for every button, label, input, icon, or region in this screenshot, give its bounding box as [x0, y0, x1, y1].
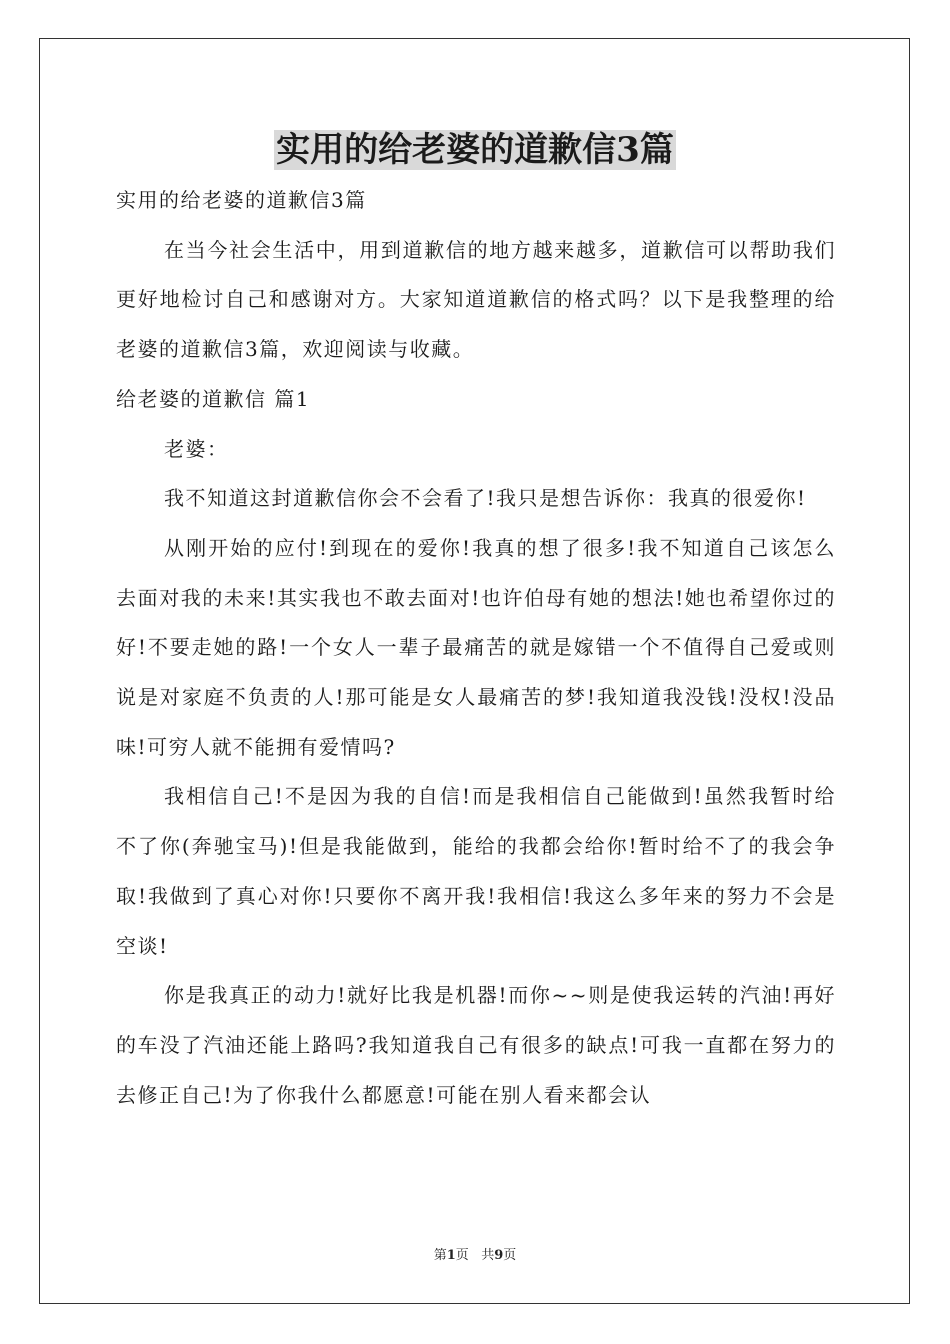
page-number-prefix: 第 — [433, 1248, 447, 1263]
document-body — [116, 176, 836, 1120]
page-total-count: 9 — [494, 1248, 504, 1263]
page-total-suffix: 页 — [503, 1248, 517, 1263]
document-title — [0, 128, 950, 172]
page-number-suffix: 页 — [455, 1248, 469, 1263]
page-total-prefix: 共 — [481, 1248, 495, 1263]
body-paragraph-3: 我相信自己!不是因为我的自信!而是我相信自己能做到!虽然我暂时给不了你(奔驰宝马)!但是我能做到，能给的我都会给你!暂时给不了的我会争取!我做到了真心对你!只要你不离开我!我相信!我这么多年来的努力不会是空谈! — [116, 784, 836, 958]
body-paragraph-2: 从刚开始的应付!到现在的爱你!我真的想了很多!我不知道自己该怎么去面对我的未来!其实我也不敢去面对!也许伯母有她的想法!她也希望你过的好!不要走她的路!一个女人一辈子最痛苦的就是嫁错一个不值得自己爱或则说是对家庭不负责的人!那可能是女人最痛苦的梦!我知道我没钱!没权!没品味!可穷人就不能拥有爱情吗? — [116, 535, 836, 759]
document-title-text: 实用的给老婆的道歉信3篇 — [276, 130, 674, 170]
page-footer — [0, 1246, 950, 1266]
body-paragraph-1: 我不知道这封道歉信你会不会看了!我只是想告诉你：我真的很爱你! — [164, 486, 807, 511]
section-heading: 给老婆的道歉信 篇1 — [116, 386, 311, 411]
document-subtitle: 实用的给老婆的道歉信3篇 — [116, 188, 367, 212]
salutation: 老婆： — [164, 436, 229, 461]
page-number-current: 1 — [446, 1248, 456, 1263]
body-paragraph-4: 你是我真正的动力!就好比我是机器!而你~~则是使我运转的汽油!再好的车没了汽油还能上路吗?我知道我自己有很多的缺点!可我一直都在努力的去修正自己!为了你我什么都愿意!可能在别人看来都会认 — [116, 983, 836, 1107]
intro-paragraph: 在当今社会生活中，用到道歉信的地方越来越多，道歉信可以帮助我们更好地检讨自己和感谢对方。大家知道道歉信的格式吗？以下是我整理的给老婆的道歉信3篇，欢迎阅读与收藏。 — [116, 237, 836, 362]
